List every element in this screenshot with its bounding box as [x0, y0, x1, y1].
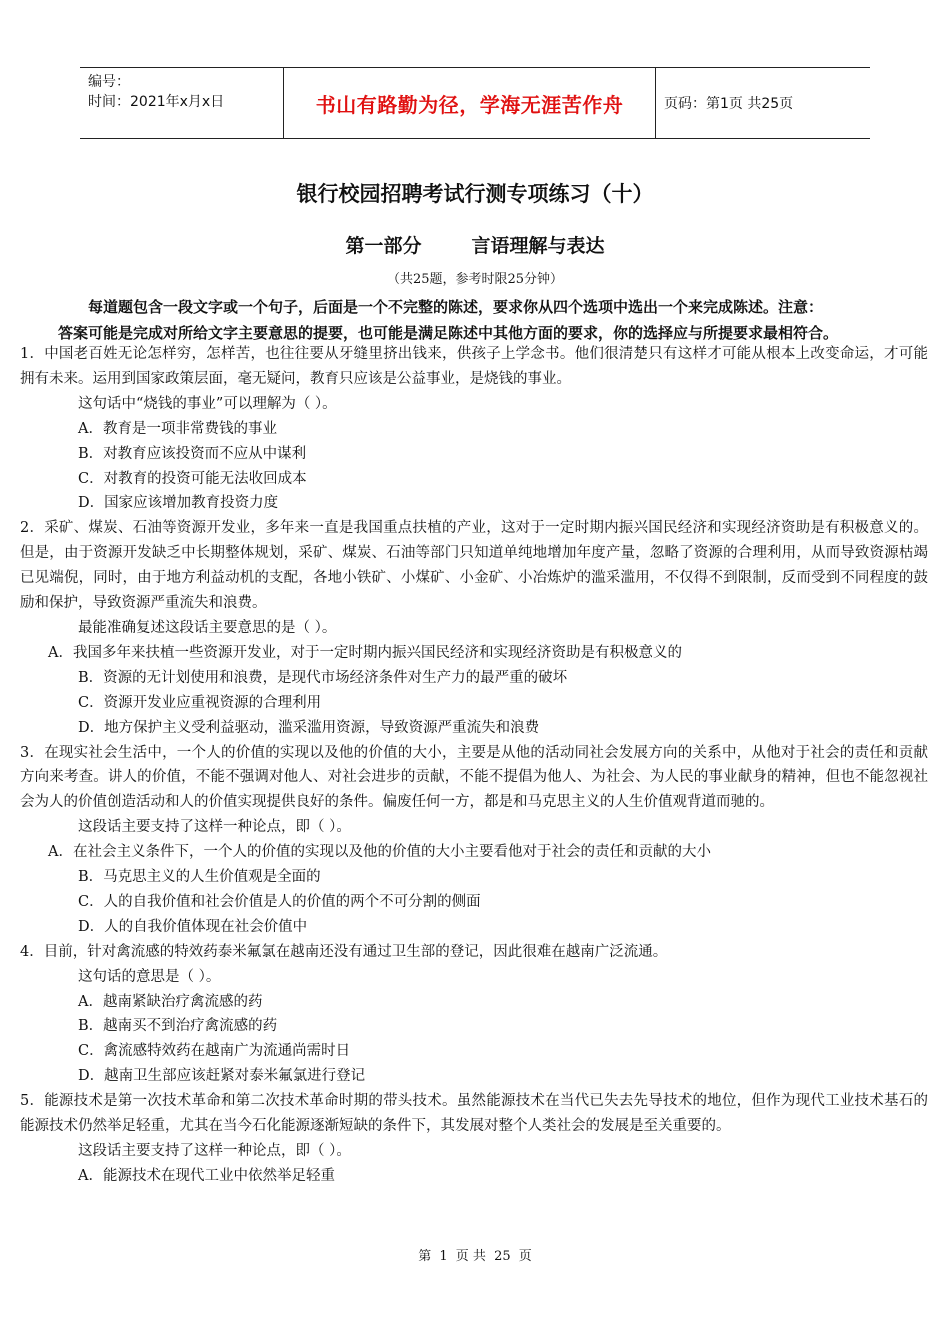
- question-stem: 最能准确复述这段话主要意思的是（ ）。: [78, 619, 337, 636]
- option: D．国家应该增加教育投资力度: [78, 495, 279, 512]
- option: B．资源的无计划使用和浪费，是现代市场经济条件对生产力的最严重的破坏: [78, 669, 568, 686]
- option: C．禽流感特效药在越南广为流通尚需时日: [78, 1043, 351, 1060]
- questions: [20, 342, 928, 1189]
- option: C．资源开发业应重视资源的合理利用: [78, 694, 322, 711]
- option: B．对教育应该投资而不应从中谋利: [78, 445, 307, 462]
- option: B．马克思主义的人生价值观是全面的: [78, 869, 321, 886]
- instructions-line-1: 每道题包含一段文字或一个句子，后面是一个不完整的陈述，要求你从四个选项中选出一个来完成陈述。注意：: [88, 298, 824, 316]
- section-heading: [0, 231, 950, 258]
- section-name: 言语理解与表达: [471, 235, 605, 257]
- footer-suffix: 页: [518, 1249, 532, 1264]
- option: D．越南卫生部应该赶紧对泰米氟氯进行登记: [78, 1068, 366, 1085]
- option: A．能源技术在现代工业中依然举足轻重: [78, 1167, 335, 1184]
- option: D．地方保护主义受利益驱动，滥采滥用资源，导致资源严重流失和浪费: [78, 719, 540, 736]
- number-label: 编号：: [88, 74, 130, 90]
- option: C．人的自我价值和社会价值是人的价值的两个不可分割的侧面: [78, 893, 481, 910]
- question-passage: 1．中国老百姓无论怎样穷，怎样苦，也往往要从牙缝里挤出钱来，供孩子上学念书。他们很清楚只有这样才可能从根本上改变命运，才可能拥有未来。运用到国家政策层面，毫无疑问，教育只应该是公益事业，是烧钱的事业。: [20, 346, 928, 387]
- question-stem: 这句话中“烧钱的事业”可以理解为（ ）。: [78, 395, 337, 412]
- section-part: 第一部分: [345, 235, 422, 257]
- date-label: 时间：2021年x月x日: [88, 94, 225, 110]
- question-stem: 这句话的意思是（ ）。: [78, 968, 221, 985]
- option: A．教育是一项非常费钱的事业: [78, 420, 277, 437]
- question-passage: 2．采矿、煤炭、石油等资源开发业，多年来一直是我国重点扶植的产业，这对于一定时期内振兴国民经济和实现经济资助是有积极意义的。但是，由于资源开发缺乏中长期整体规划，采矿、煤炭、石油等部门只知道单纯地增加年度产量，忽略了资源的合理利用，从而导致资源枯竭已见端倪，同时，由于地方利益动机的支配，各地小铁矿、小煤矿、小金矿、小冶炼炉的滥采滥用，不仅得不到限制，反而受到不同程度的鼓励和保护，导致资源严重流失和浪费。: [20, 520, 928, 612]
- header-meta: [80, 68, 283, 138]
- option: A．我国多年来扶植一些资源开发业，对于一定时期内振兴国民经济和实现经济资助是有积极意义的: [48, 644, 682, 661]
- footer-prefix: 第: [418, 1249, 432, 1264]
- option: C．对教育的投资可能无法收回成本: [78, 470, 307, 487]
- page-header: [80, 67, 870, 139]
- question-stem: 这段话主要支持了这样一种论点，即（ ）。: [78, 819, 351, 836]
- question-passage: 5．能源技术是第一次技术革命和第二次技术革命时期的带头技术。虽然能源技术在当代已失去先导技术的地位，但作为现代工业技术基石的能源技术仍然举足轻重，尤其在当今石化能源逐渐短缺的条件下，其发展对整个人类社会的发展是至关重要的。: [20, 1093, 928, 1135]
- page-info: 页码：第1页 共25页: [664, 96, 794, 112]
- footer-total: 25: [494, 1249, 511, 1264]
- option: A．越南紧缺治疗禽流感的药: [78, 993, 263, 1010]
- option: A．在社会主义条件下，一个人的价值的实现以及他的价值的大小主要看他对于社会的责任和贡献的大小: [48, 844, 711, 861]
- instructions: [58, 294, 918, 346]
- page-footer: [0, 1245, 950, 1264]
- question-stem: 这段话主要支持了这样一种论点，即（ ）。: [78, 1143, 351, 1159]
- question-passage: 4．目前，针对禽流感的特效药泰米氟氯在越南还没有通过卫生部的登记，因此很难在越南广泛流通。: [20, 943, 668, 960]
- option: D．人的自我价值体现在社会价值中: [78, 918, 308, 935]
- option: B．越南买不到治疗禽流感的药: [78, 1018, 278, 1035]
- question-passage: 3．在现实社会生活中，一个人的价值的实现以及他的价值的大小，主要是从他的活动同社会发展方向的关系中，从他对于社会的责任和贡献方向来考查。讲人的价值，不能不强调对他人、对社会进步的贡献，不能不提倡为他人、为社会、为人民的事业献身的精神，但也不能忽视社会为人的价值创造活动和人的价值实现提供良好的条件。偏废任何一方，都是和马克思主义的人生价值观背道而驰的。: [20, 744, 928, 811]
- time-limit-note: （共25题，参考时限25分钟）: [386, 272, 564, 287]
- motto: 书山有路勤为径，学海无涯苦作舟: [283, 68, 656, 138]
- footer-mid: 页 共: [455, 1249, 486, 1264]
- instructions-line-2: 答案可能是完成对所给文字主要意思的提要，也可能是满足陈述中其他方面的要求，你的选择应与所提要求最相符合。: [58, 324, 839, 342]
- document-title: 银行校园招聘考试行测专项练习（十）: [296, 182, 654, 206]
- footer-page: 1: [439, 1249, 448, 1264]
